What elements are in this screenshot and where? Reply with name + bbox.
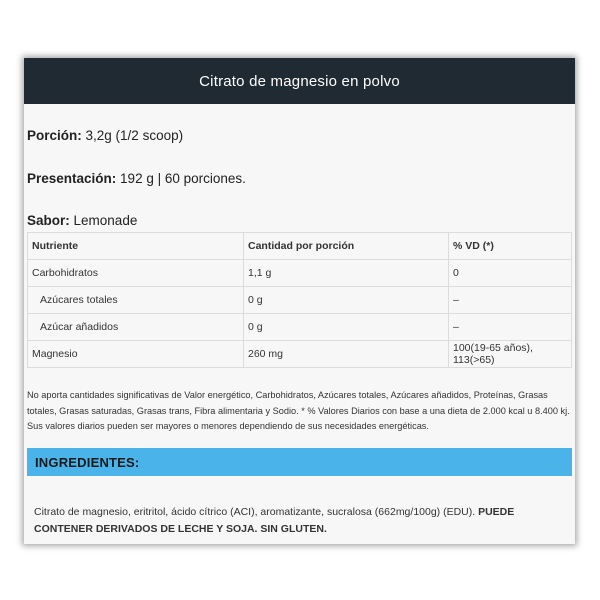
nutrient-cell: Magnesio bbox=[28, 341, 244, 368]
table-header-row bbox=[28, 233, 572, 260]
dv-cell: 0 bbox=[449, 260, 572, 287]
ingredients-text bbox=[34, 504, 564, 538]
column-header-amount: Cantidad por porción bbox=[244, 233, 449, 260]
flavor-line bbox=[27, 213, 137, 228]
column-header-dv: % VD (*) bbox=[449, 233, 572, 260]
nutrition-table bbox=[27, 232, 572, 368]
ingredients-list: Citrato de magnesio, eritritol, ácido cítrico (ACI), aromatizante, sucralosa (662mg/100g) (EDU). bbox=[34, 506, 476, 518]
nutrient-cell: Carbohidratos bbox=[28, 260, 244, 287]
nutrition-card bbox=[24, 58, 575, 544]
ingredients-heading: INGREDIENTES: bbox=[35, 454, 140, 470]
nutrient-cell: Azúcares totales bbox=[28, 287, 244, 314]
presentation-line bbox=[27, 171, 246, 186]
column-header-nutrient: Nutriente bbox=[28, 233, 244, 260]
flavor-value: Lemonade bbox=[73, 213, 138, 228]
amount-cell: 0 g bbox=[244, 314, 449, 341]
product-title: Citrato de magnesio en polvo bbox=[199, 72, 400, 90]
nutrient-cell: Azúcar añadidos bbox=[28, 314, 244, 341]
table-row bbox=[28, 314, 572, 341]
ingredients-heading-bar bbox=[27, 448, 572, 476]
table-row bbox=[28, 260, 572, 287]
product-title-bar bbox=[24, 58, 575, 104]
amount-cell: 0 g bbox=[244, 287, 449, 314]
serving-value: 3,2g (1/2 scoop) bbox=[85, 128, 184, 143]
dv-cell: – bbox=[449, 314, 572, 341]
amount-cell: 1,1 g bbox=[244, 260, 449, 287]
flavor-label: Sabor: bbox=[27, 213, 70, 228]
amount-cell: 260 mg bbox=[244, 341, 449, 368]
serving-line bbox=[27, 128, 183, 143]
presentation-label: Presentación: bbox=[27, 171, 117, 186]
allergen-warning: PUEDE CONTENER DERIVADOS DE LECHE Y SOJA. SIN GLUTEN. bbox=[34, 506, 515, 535]
dv-cell: – bbox=[449, 287, 572, 314]
dv-cell: 100(19-65 años), 113(>65) bbox=[449, 341, 572, 368]
serving-label: Porción: bbox=[27, 128, 82, 143]
disclaimer-note: No aporta cantidades significativas de Valor energético, Carbohidratos, Azúcares totales, Azúcares añadidos, Proteínas, Grasas totales, Grasas saturadas, Grasas trans, Fibra alimentaria y Sodio. * % Valores Diarios con base a una dieta de 2.000 kcal u 8.400 kj. Sus valores diarios pueden ser mayores o menores dependiendo de sus necesidades energéticas. bbox=[27, 390, 570, 431]
table-row bbox=[28, 341, 572, 368]
presentation-value: 192 g | 60 porciones. bbox=[120, 171, 246, 186]
table-row bbox=[28, 287, 572, 314]
